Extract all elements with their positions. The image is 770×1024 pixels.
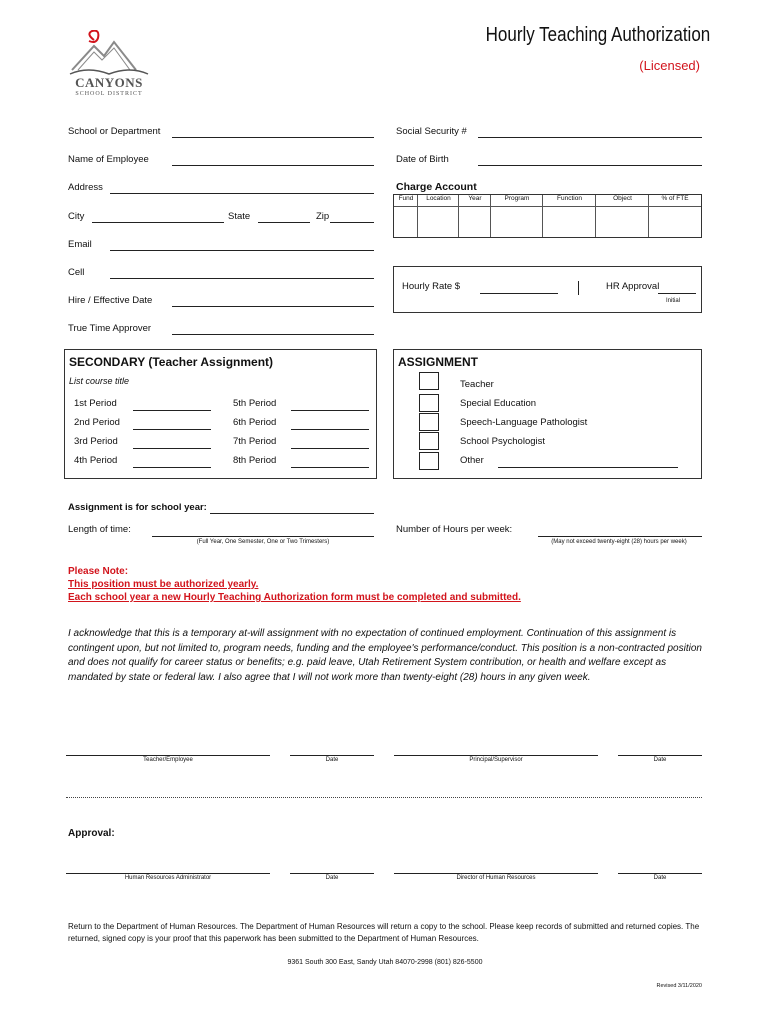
charge-account-table	[393, 194, 702, 238]
length-hint: (Full Year, One Semester, One or Two Trimesters)	[196, 539, 330, 545]
teacher-date-label: Date	[325, 757, 339, 763]
period-7-label: 7th Period	[233, 436, 277, 447]
charge-col-location: Location	[426, 195, 451, 202]
period-5-label: 5th Period	[233, 398, 277, 409]
zip-field[interactable]	[330, 222, 374, 223]
initial-label: Initial	[666, 298, 681, 304]
logo-name: CANYONS	[75, 75, 143, 90]
secondary-subtitle: List course title	[69, 376, 130, 386]
hr-admin-date-label: Date	[325, 875, 339, 881]
period-4-label: 4th Period	[74, 455, 118, 466]
page-subtitle: (Licensed)	[639, 58, 700, 73]
period-7-field[interactable]	[291, 448, 369, 449]
hire-date-label: Hire / Effective Date	[68, 295, 153, 306]
special-education-label: Special Education	[460, 398, 537, 409]
approval-title: Approval:	[68, 828, 115, 839]
hourly-rate-field[interactable]	[480, 293, 558, 294]
period-5-field[interactable]	[291, 410, 369, 411]
note-yearly: This position must be authorized yearly.	[68, 579, 259, 590]
section-divider	[66, 797, 702, 798]
hr-admin-date-line[interactable]	[290, 873, 374, 874]
school-year-label: Assignment is for school year:	[68, 502, 207, 513]
state-field[interactable]	[258, 222, 310, 223]
period-6-field[interactable]	[291, 429, 369, 430]
teacher-signature-line[interactable]	[66, 755, 270, 756]
principal-date-label: Date	[653, 757, 667, 763]
special-education-checkbox[interactable]	[419, 394, 439, 412]
return-instructions: Return to the Department of Human Resources. The Department of Human Resources will return a copy to the school. Please keep records of submitted and returned copies. The returned, signed copy is your proof that this paperwork has been submitted to the Department of Human Resources.	[68, 922, 700, 943]
hr-admin-signature-label: Human Resources Administrator	[124, 875, 212, 881]
rate-divider	[578, 281, 579, 295]
dob-label: Date of Birth	[396, 154, 449, 165]
period-8-field[interactable]	[291, 467, 369, 468]
hr-approval-field[interactable]	[658, 293, 696, 294]
approver-label: True Time Approver	[68, 323, 152, 334]
charge-col-fte: % of FTE	[661, 195, 689, 202]
employee-name-label: Name of Employee	[68, 154, 149, 165]
hr-director-date-label: Date	[653, 875, 667, 881]
charge-account-title: Charge Account	[396, 181, 477, 193]
other-field[interactable]	[498, 467, 678, 468]
address-label: Address	[68, 182, 103, 193]
teacher-checkbox[interactable]	[419, 372, 439, 390]
charge-col-function: Function	[557, 195, 582, 202]
rate-box	[393, 266, 702, 313]
school-year-field[interactable]	[210, 513, 374, 514]
state-label: State	[228, 211, 251, 222]
charge-col-object: Object	[613, 195, 632, 202]
email-label: Email	[68, 239, 92, 250]
period-8-label: 8th Period	[233, 455, 277, 466]
speech-pathologist-checkbox[interactable]	[419, 413, 439, 431]
charge-col-year: Year	[468, 195, 482, 202]
note-new-form: Each school year a new Hourly Teaching Authorization form must be completed and submitted.	[68, 592, 521, 603]
hr-admin-signature-line[interactable]	[66, 873, 270, 874]
hours-hint: (May not exceed twenty-eight (28) hours per week)	[551, 539, 687, 545]
period-1-field[interactable]	[133, 410, 211, 411]
hr-approval-label: HR Approval	[606, 281, 660, 292]
period-2-label: 2nd Period	[74, 417, 120, 428]
charge-col-fund: Fund	[398, 195, 414, 202]
school-dept-label: School or Department	[68, 126, 161, 137]
assignment-title: ASSIGNMENT	[398, 355, 479, 369]
period-3-label: 3rd Period	[74, 436, 118, 447]
period-2-field[interactable]	[133, 429, 211, 430]
page-title: Hourly Teaching Authorization	[485, 24, 710, 46]
dob-field[interactable]	[478, 165, 702, 166]
hire-date-field[interactable]	[172, 306, 374, 307]
school-dept-field[interactable]	[172, 137, 374, 138]
hours-label: Number of Hours per week:	[396, 524, 513, 535]
school-psychologist-label: School Psychologist	[460, 436, 546, 447]
hr-director-signature-line[interactable]	[394, 873, 598, 874]
period-3-field[interactable]	[133, 448, 211, 449]
teacher-date-line[interactable]	[290, 755, 374, 756]
district-address: 9361 South 300 East, Sandy Utah 84070-2998 (801) 826-5500	[287, 959, 483, 966]
speech-pathologist-label: Speech-Language Pathologist	[460, 417, 588, 428]
period-6-label: 6th Period	[233, 417, 277, 428]
employee-name-field[interactable]	[172, 165, 374, 166]
teacher-signature-label: Teacher/Employee	[143, 757, 193, 763]
address-field[interactable]	[110, 193, 374, 194]
charge-col-program: Program	[504, 195, 530, 202]
hourly-rate-label: Hourly Rate $	[402, 281, 461, 292]
approver-field[interactable]	[172, 334, 374, 335]
acknowledgement-text: I acknowledge that this is a temporary at-will assignment with no expectation of continued employment. Continuation of this assignment is contingent upon, but not limited to, program needs, funding and the employee's performance/conduct. This position is a non-contracted position and does not qualify for career status or benefits; e.g. paid leave, Utah Retirement System contribution, or health and welfare except as mandated by state or federal law. I also agree that I will not work more than twenty-eight (28) hours in any given week.	[68, 628, 702, 683]
secondary-title: SECONDARY (Teacher Assignment)	[69, 355, 274, 369]
other-checkbox[interactable]	[419, 452, 439, 470]
logo-subtitle: SCHOOL DISTRICT	[75, 91, 143, 97]
principal-date-line[interactable]	[618, 755, 702, 756]
zip-label: Zip	[316, 211, 330, 222]
length-field[interactable]	[152, 536, 374, 537]
cell-field[interactable]	[110, 278, 374, 279]
period-1-label: 1st Period	[74, 398, 117, 409]
teacher-label: Teacher	[460, 379, 494, 390]
revision-date: Revised 3/11/2020	[656, 983, 702, 989]
school-psychologist-checkbox[interactable]	[419, 432, 439, 450]
ssn-field[interactable]	[478, 137, 702, 138]
hr-director-signature-label: Director of Human Resources	[456, 875, 536, 881]
hr-director-date-line[interactable]	[618, 873, 702, 874]
city-field[interactable]	[92, 222, 224, 223]
period-4-field[interactable]	[133, 467, 211, 468]
cell-label: Cell	[68, 267, 85, 278]
note-title: Please Note:	[68, 566, 129, 577]
assignment-box	[393, 349, 702, 479]
principal-signature-label: Principal/Supervisor	[469, 757, 523, 763]
mountain-book-icon	[64, 30, 154, 78]
city-label: City	[68, 211, 85, 222]
ssn-label: Social Security #	[396, 126, 467, 137]
other-label: Other	[460, 455, 484, 466]
principal-signature-line[interactable]	[394, 755, 598, 756]
secondary-box	[64, 349, 377, 479]
email-field[interactable]	[110, 250, 374, 251]
district-logo	[64, 30, 154, 97]
length-label: Length of time:	[68, 524, 131, 535]
hours-field[interactable]	[538, 536, 702, 537]
